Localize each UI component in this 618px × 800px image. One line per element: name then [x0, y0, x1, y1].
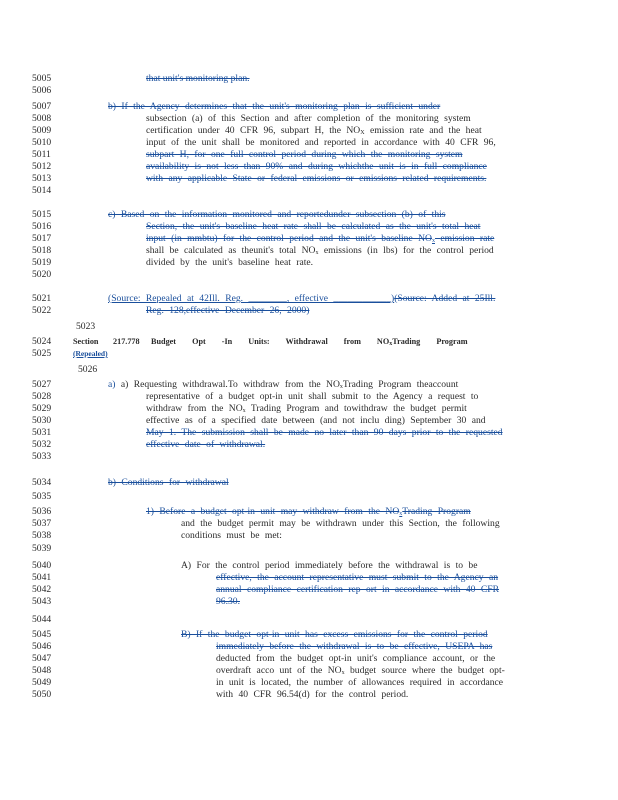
text-line-5019: divided by the unit's baseline heat rate.: [146, 257, 314, 268]
text-line-5029: withdraw from the NOx Trading Program and towithdraw the budget permit: [146, 403, 467, 414]
line-number: 5014: [32, 185, 52, 196]
line-number: 5033: [32, 451, 52, 462]
text-line-5050: with 40 CFR 96.54(d) for the control period.: [216, 689, 409, 700]
line-number: 5037: [32, 518, 52, 529]
line-number: 5028: [32, 391, 52, 402]
text-line-5047: deducted from the budget opt-in unit's compliance account, or the: [216, 653, 496, 664]
line-number: 5034: [32, 477, 52, 488]
text-line-5036: 1) Before a budget opt-in unit may withdraw from the NOxTrading Program: [146, 506, 471, 517]
text-line-5015: c) Based on the information monitored and reportedunder subsection (b) of this: [108, 209, 446, 220]
text-line-5032: effective date of withdrawal.: [146, 439, 266, 450]
text-line-5005: that unit's monitoring plan.: [146, 73, 250, 84]
section-number: 217.778: [113, 337, 140, 346]
line-number: 5013: [32, 173, 52, 184]
text-line-5049: in unit is located, the number of allowances required in accordance: [216, 677, 504, 688]
text-line-5016: Section, the unit's baseline heat rate shall be calculated as the unit's total heat: [146, 221, 481, 232]
text-line-5021: (Source: Repealed at 42Ill. Reg. ________, effective ____________)(Source: Added at 25Ill.: [108, 293, 496, 304]
text-line-5027: a) a) Requesting withdrawal.To withdraw from the NOxTrading Program theaccount: [108, 379, 459, 390]
text-line-5040: A) For the control period immediately before the withdrawal is to be: [181, 560, 478, 571]
line-number: 5007: [32, 101, 52, 112]
text-line-5042: annual compliance certification rep ort in accordance with 40 CFR: [216, 584, 500, 595]
text-line-5041: effective, the account representative must submit to the Agency an: [216, 572, 499, 583]
section-label: Section: [73, 337, 99, 346]
line-number: 5018: [32, 245, 52, 256]
line-number: 5011: [32, 149, 51, 160]
line-number: 5023: [76, 321, 96, 332]
line-number: 5016: [32, 221, 52, 232]
text-line-5017: input (in mmbtu) for the control period and the unit's baseline NOx emission rate: [146, 233, 495, 244]
line-number: 5049: [32, 677, 52, 688]
line-number: 5008: [32, 113, 52, 124]
text-line-5012: availability is not less than 90% and during whichthe unit is in full compliance: [146, 161, 487, 172]
line-number: 5005: [32, 73, 52, 84]
text-line-5034: b) Conditions for withdrawal: [108, 477, 229, 488]
text-line-5048: overdraft acco unt of the NOx budget source where the budget opt-: [216, 665, 505, 676]
text-line-5013: with any applicable State or federal emissions or emissions related requirements.: [146, 173, 487, 184]
text-line-5043: 96.30.: [216, 596, 240, 607]
line-number: 5038: [32, 530, 52, 541]
line-number: 5006: [32, 85, 52, 96]
line-number: 5041: [32, 572, 52, 583]
text-line-5007: b) If the Agency determines that the unit's monitoring plan is sufficient under: [108, 101, 441, 112]
line-number: 5022: [32, 305, 52, 316]
text-line-5018: shall be calculated as theunit's total NOx emissions (in lbs) for the control period: [146, 245, 494, 256]
line-number: 5042: [32, 584, 52, 595]
line-number: 5031: [32, 427, 52, 438]
text-line-5045: B) If the budget opt-in unit has excess emissions for the control period: [181, 629, 488, 640]
line-number: 5009: [32, 125, 52, 136]
text-line-5037: and the budget permit may be withdrawn under this Section, the following: [181, 518, 500, 529]
line-number: 5039: [32, 543, 52, 554]
line-number: 5026: [78, 364, 98, 375]
line-number: 5047: [32, 653, 52, 664]
text-line-5031: May 1. The submission shall be made no later than 90 days prior to the requested: [146, 427, 503, 438]
line-number: 5035: [32, 491, 52, 502]
line-number: 5040: [32, 560, 52, 571]
line-number: 5024: [32, 336, 52, 347]
line-number: 5012: [32, 161, 52, 172]
text-line-5030: effective as of a specified date between (and not inclu ding) September 30 and: [146, 415, 486, 426]
line-number: 5021: [32, 293, 52, 304]
line-number: 5036: [32, 506, 52, 517]
line-number: 5045: [32, 629, 52, 640]
line-number: 5017: [32, 233, 52, 244]
text-line-5046: immediately before the withdrawal is to be effective, USEPA has: [216, 641, 493, 652]
line-number: 5025: [32, 348, 52, 359]
line-number: 5020: [32, 269, 52, 280]
text-line-5022: Reg. 128,effective December 26, 2000): [146, 305, 310, 316]
text-line-5011: subpart H, for one full control period during which the monitoring system: [146, 149, 463, 160]
line-number: 5048: [32, 665, 52, 676]
text-line-5028: representative of a budget opt-in unit shall submit to the Agency a request to: [146, 391, 479, 402]
line-number: 5029: [32, 403, 52, 414]
line-number: 5015: [32, 209, 52, 220]
line-number: 5043: [32, 596, 52, 607]
line-number: 5032: [32, 439, 52, 450]
line-number: 5030: [32, 415, 52, 426]
text-line-5008: subsection (a) of this Section and after completion of the monitoring system: [146, 113, 471, 124]
line-number: 5019: [32, 257, 52, 268]
section-title: Budget Opt -In Units: Withdrawal from NOxTrading Program: [151, 337, 468, 347]
line-number: 5044: [32, 614, 52, 625]
line-number: 5010: [32, 137, 52, 148]
repealed-marker: (Repealed): [73, 349, 108, 358]
text-line-5038: conditions must be met:: [181, 530, 282, 541]
text-line-5009: certification under 40 CFR 96, subpart H, the NOX emission rate and the heat: [146, 125, 482, 136]
line-number: 5027: [32, 379, 52, 390]
line-number: 5046: [32, 641, 52, 652]
text-line-5010: input of the unit shall be monitored and reported in accordance with 40 CFR 96,: [146, 137, 496, 148]
line-number: 5050: [32, 689, 52, 700]
